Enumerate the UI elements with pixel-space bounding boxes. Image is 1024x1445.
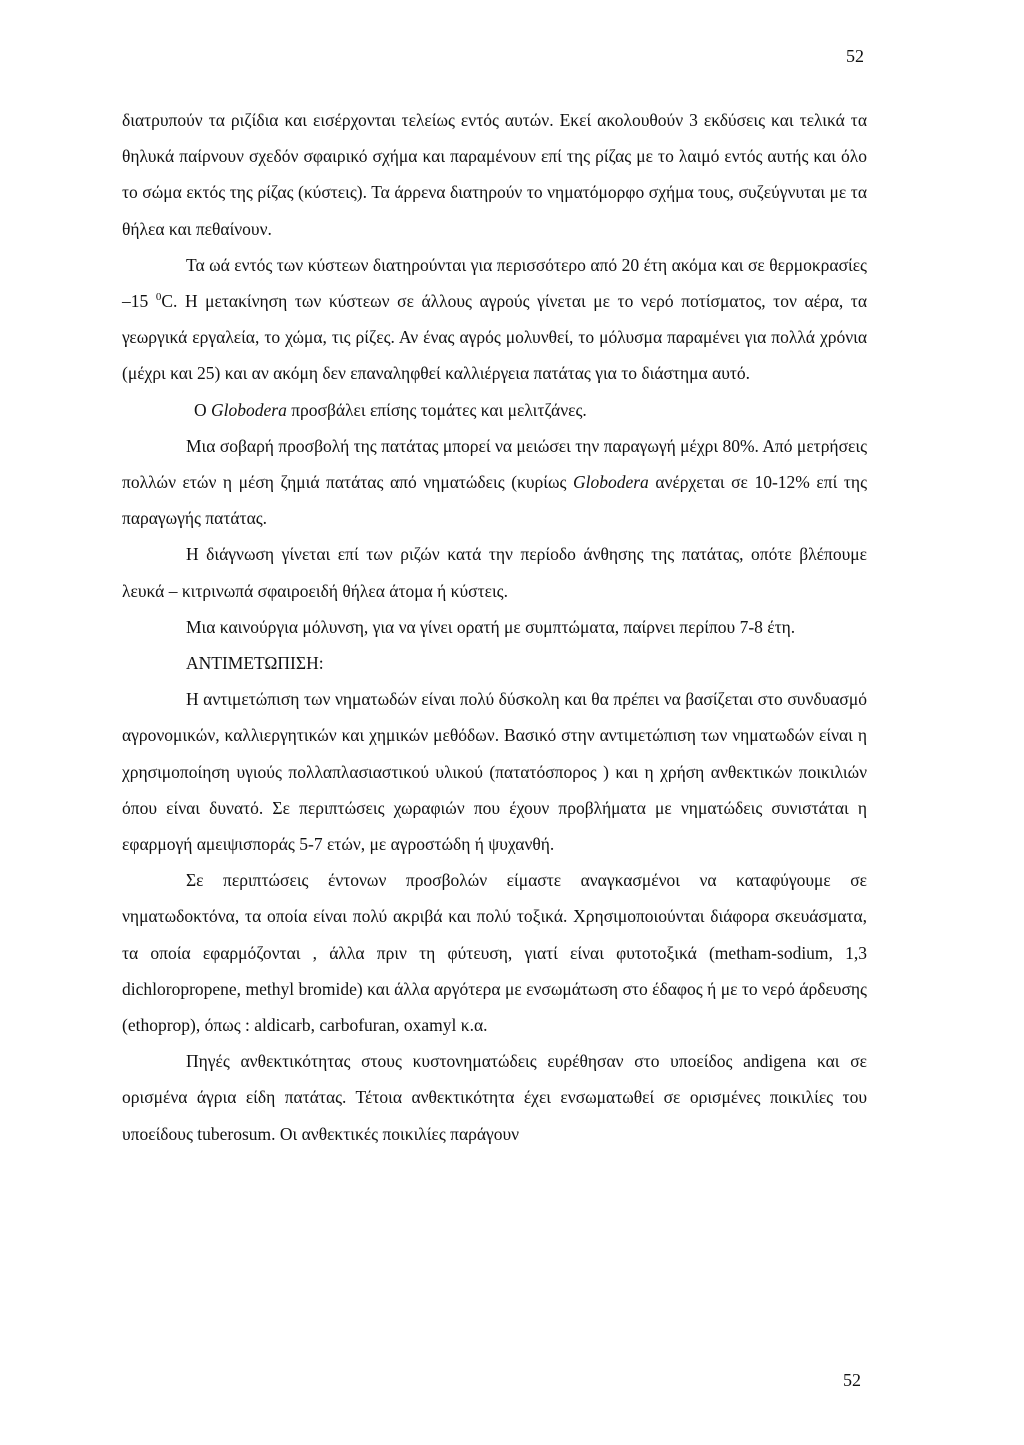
section-heading: ΑΝΤΙΜΕΤΩΠΙΣΗ: [186,653,324,674]
paragraph-resistance: Πηγές ανθεκτικότητας στους κυστονηματώδεις ευρέθησαν στο υποείδος andigena και σε ορισμένα άγρια είδη πατάτας. Τέτοια ανθεκτικότητα έχει ενσωματωθεί σε ορισμένες ποικιλίες του υποείδους tuberosum. Οι ανθεκτικές ποικιλίες παράγουν [122,1051,867,1144]
paragraph-eggs-text-b: C. Η μετακίνηση των κύστεων σε άλλους αγρούς γίνεται με το νερό ποτίσματος, τον αέρα, τα γεωργικά εργαλεία, το χώμα, τις ρίζες. Αν ένας αγρός μολυνθεί, το μόλυσμα παραμένει για πολλά χρόνια (μέχρι και 25) και αν ακόμη δεν επαναληφθεί καλλιέργεια πατάτας για το διάστημα αυτό. [122,291,867,384]
paragraph-diagnosis: Η διάγνωση γίνεται επί των ριζών κατά την περίοδο άνθησης της πατάτας, οπότε βλέπουμε λευκά – κιτρινωπά σφαιροειδή θήλεα άτομα ή κύστεις. [122,544,867,601]
paragraph-damage-text-a: Μια σοβαρή προσβολή της πατάτας μπορεί να μειώσει την παραγωγή μέχρι 80%. Από μετρήσεις πολλών ετών η μέση ζημιά πατάτας από νηματώδεις (κυρίως [122,435,867,493]
document-body [122,102,867,1152]
paragraph-cyst-lifecycle: διατρυπούν τα ριζίδια και εισέρχονται τελείως εντός αυτών. Εκεί ακολουθούν 3 εκδύσεις και τελικά τα θηλυκά παίρνουν σχεδόν σφαιρικό σχήμα και παραμένουν επί της ρίζας με το λαιμό εντός αυτής και όλο το σώμα εκτός της ρίζας (κύστεις). Τα άρρενα διατηρούν το νηματόμορφο σχήμα τους, συζεύγνυται με τα θήλεα και πεθαίνουν. [122,110,867,239]
paragraph-control: Η αντιμετώπιση των νηματωδών είναι πολύ δύσκολη και θα πρέπει να βασίζεται στο συνδυασμό αγρονομικών, καλλιεργητικών και χημικών μεθόδων. Βασικό στην αντιμετώπιση των νηματωδών είναι η χρησιμοποίηση υγιούς πολλαπλασιαστικού υλικού (πατατόσπορος ) και η χρήση ανθεκτικών ποικιλιών όπου είναι δυνατό. Σε περιπτώσεις χωραφιών που έχουν προβλήματα με νηματώδεις συνιστάται η εφαρμογή αμειψισποράς 5-7 ετών, με αγροστώδη ή ψυχανθή. [122,689,867,855]
paragraph-nematicides: Σε περιπτώσεις έντονων προσβολών είμαστε αναγκασμένοι να καταφύγουμε σε νηματωδοκτόνα, τα οποία είναι πολύ ακριβά και πολύ τοξικά. Χρησιμοποιούνται διάφορα σκευάσματα, τα οποία εφαρμόζονται , άλλα πριν τη φύτευση, γιατί είναι φυτοτοξικά (metham-sodium, 1,3 dichloropropene, methyl bromide) και άλλα αργότερα με ενσωμάτωση στο έδαφος ή με το νερό άρδευσης (ethoprop), όπως : aldicarb, carbofuran, oxamyl κ.α. [122,870,867,1036]
paragraph-hosts-text-a: Ο [194,399,212,420]
page-number-top: 52 [846,46,864,66]
species-name: Globodera [211,399,287,420]
degree-superscript: 0 [155,291,162,304]
species-name: Globodera [572,472,649,493]
paragraph-eggs-survival [122,247,867,392]
paragraph-damage-text-b: ανέρχεται σε 10-12% επί της παραγωγής πατάτας. [122,472,867,529]
paragraph-eggs-text-a: Τα ωά εντός των κύστεων διατηρούνται για περισσότερο από 20 έτη ακόμα και σε θερμοκρασίες –15 [122,254,867,312]
page-number-bottom: 52 [843,1370,861,1390]
paragraph-damage [122,428,867,537]
paragraph-new-infection: Μια καινούργια μόλυνση, για να γίνει ορατή με συμπτώματα, παίρνει περίπου 7-8 έτη. [186,616,796,637]
paragraph-hosts-text-b: προσβάλει επίσης τομάτες και μελιτζάνες. [286,399,587,420]
paragraph-hosts [122,392,867,428]
